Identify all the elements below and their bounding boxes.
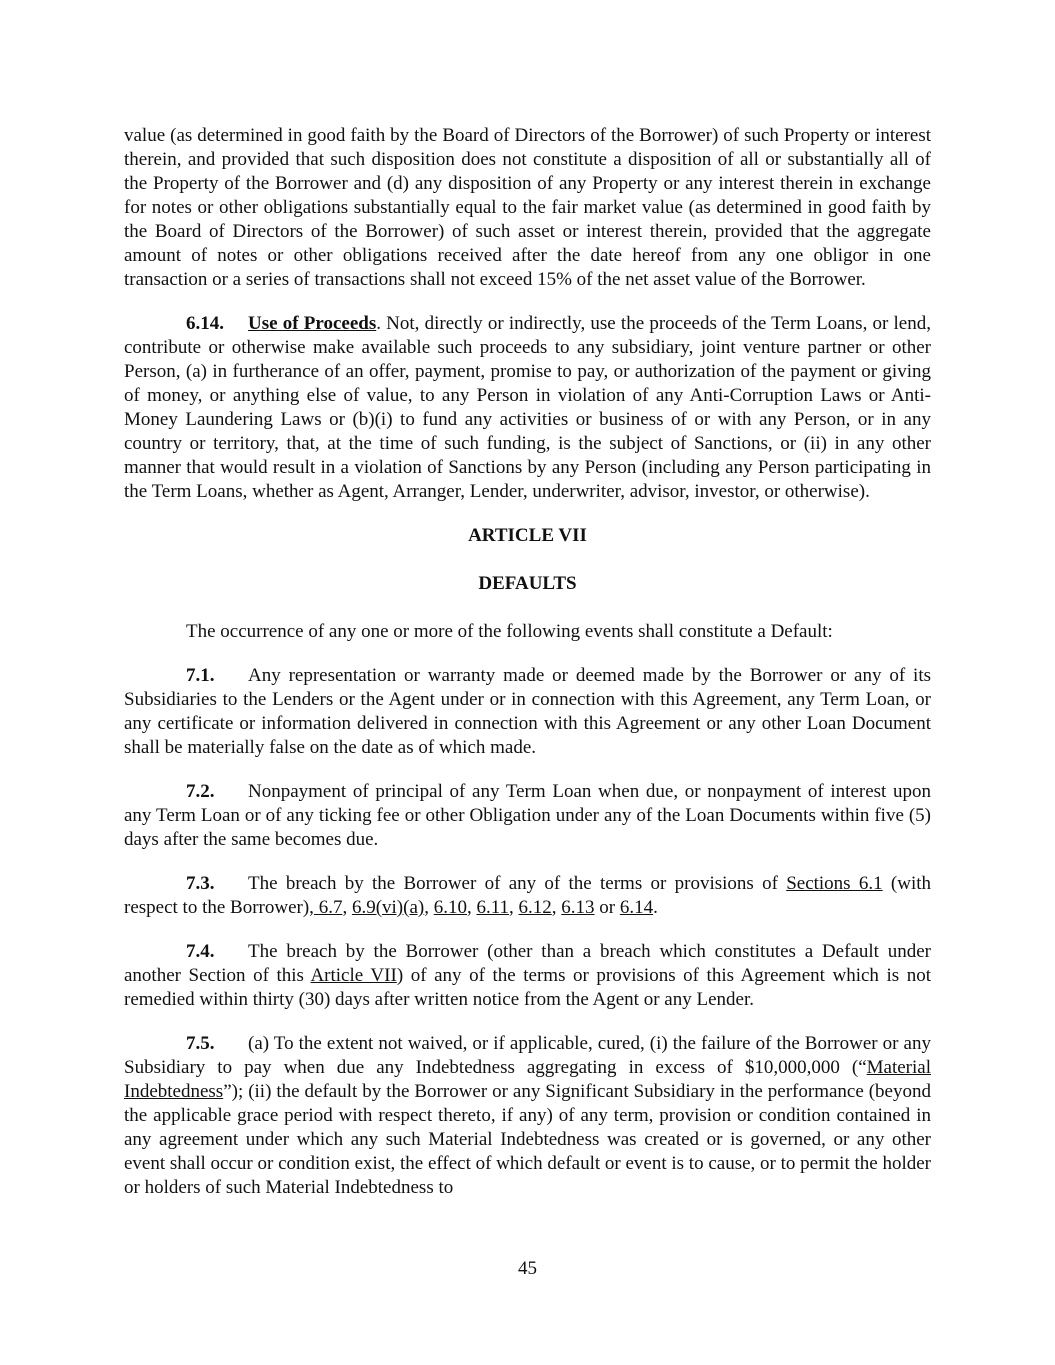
separator: , xyxy=(424,897,434,918)
section-text: . Not, directly or indirectly, use the proceeds of the Term Loans, or lend, contribute or otherwise make available such proceeds to any subsidiary, joint venture partner or other Person, (a) in furtherance of an offer, payment, promise to pay, or authorization of the payment or giving of money, or anything else of value, to any Person in violation of any Anti-Corruption Laws or Anti-Money Laundering Laws or (b)(i) to fund any activities or business of or with any Person, or in any country or territory, that, at the time of such funding, is the subject of Sanctions, or (ii) in any other manner that would result in a violation of Sanctions by any Person (including any Person participating in the Term Loans, whether as Agent, Arranger, Lender, underwriter, advisor, investor, or otherwise). xyxy=(124,313,931,502)
separator: , xyxy=(551,897,562,918)
section-7-1 xyxy=(124,664,931,760)
cross-reference-link[interactable]: 6.10 xyxy=(433,897,467,918)
cross-reference-link[interactable]: 6.12 xyxy=(518,897,552,918)
section-text: (a) To the extent not waived, or if applicable, cured, (i) the failure of the Borrower or any Subsidiary to pay when due any Indebtedness aggregating in excess of $10,000,000 (“ xyxy=(124,1033,931,1078)
cross-reference-link[interactable]: 6.13 xyxy=(561,897,595,918)
section-6-14 xyxy=(124,312,931,504)
page-number: 45 xyxy=(518,1258,537,1279)
section-text: (with respect to the Borrower), xyxy=(124,873,931,918)
separator: , xyxy=(342,897,352,918)
section-7-3 xyxy=(124,872,931,920)
section-number: 6.14. xyxy=(186,313,224,334)
cross-reference-link[interactable]: 6.7 xyxy=(313,897,343,918)
section-7-5 xyxy=(124,1032,931,1200)
document-page xyxy=(124,124,931,1220)
separator: , xyxy=(466,897,477,918)
section-number: 7.2. xyxy=(186,781,215,802)
separator: or xyxy=(594,897,620,918)
cross-reference-link[interactable]: Sections 6.1 xyxy=(786,873,883,894)
cross-reference-link[interactable]: 6.11 xyxy=(476,897,510,918)
section-text: ”); (ii) the default by the Borrower or any Significant Subsidiary in the performance (beyond the applicable grace period with respect thereto, if any) of any term, provision or condition contained in any agreement under which any such Material Indebtedness was created or is governed, or any other event shall occur or condition exist, the effect of which default or event is to cause, or to permit the holder or holders of such Material Indebtedness to xyxy=(124,1081,931,1198)
section-number: 7.4. xyxy=(186,941,215,962)
section-text: ) of any of the terms or provisions of this Agreement which is not remedied within thirty (30) days after written notice from the Agent or any Lender. xyxy=(124,965,931,1010)
cross-reference-link[interactable]: Article VII xyxy=(310,965,397,986)
continuation-paragraph: value (as determined in good faith by the Board of Directors of the Borrower) of such Property or interest therein, and provided that such disposition does not constitute a disposition of all or substantially all of the Property of the Borrower and (d) any disposition of any Property or any interest therein in exchange for notes or other obligations substantially equal to the fair market value (as determined in good faith by the Board of Directors of the Borrower) of such asset or interest therein, provided that the aggregate amount of notes or other obligations received after the date hereof from any one obligor in one transaction or a series of transactions shall not exceed 15% of the net asset value of the Borrower. xyxy=(124,125,931,290)
section-text: Nonpayment of principal of any Term Loan when due, or nonpayment of interest upon any Term Loan or of any ticking fee or other Obligation under any of the Loan Documents within five (5) days after the same becomes due. xyxy=(124,781,931,850)
cross-reference-link[interactable]: 6.9(vi)(a) xyxy=(351,897,425,918)
section-text: The breach by the Borrower (other than a breach which constitutes a Default under another Section of this xyxy=(124,941,931,986)
section-text: Any representation or warranty made or deemed made by the Borrower or any of its Subsidiaries to the Lenders or the Agent under or in connection with this Agreement, any Term Loan, or any certificate or information delivered in connection with this Agreement or any other Loan Document shall be materially false on the date as of which made. xyxy=(124,665,931,758)
section-text: The breach by the Borrower of any of the terms or provisions of xyxy=(248,873,787,894)
separator: , xyxy=(509,897,519,918)
section-number: 7.5. xyxy=(186,1033,215,1054)
defaults-intro: The occurrence of any one or more of the following events shall constitute a Default: xyxy=(186,621,833,642)
defined-term: Material Indebtedness xyxy=(124,1057,931,1102)
article-number: ARTICLE VII xyxy=(468,525,587,546)
separator: . xyxy=(653,897,658,918)
section-7-2 xyxy=(124,780,931,852)
section-7-4 xyxy=(124,940,931,1012)
section-number: 7.1. xyxy=(186,665,215,686)
section-title: Use of Proceeds xyxy=(248,313,377,334)
article-title: DEFAULTS xyxy=(478,573,577,594)
section-number: 7.3. xyxy=(186,873,215,894)
cross-reference-link[interactable]: 6.14 xyxy=(619,897,654,918)
